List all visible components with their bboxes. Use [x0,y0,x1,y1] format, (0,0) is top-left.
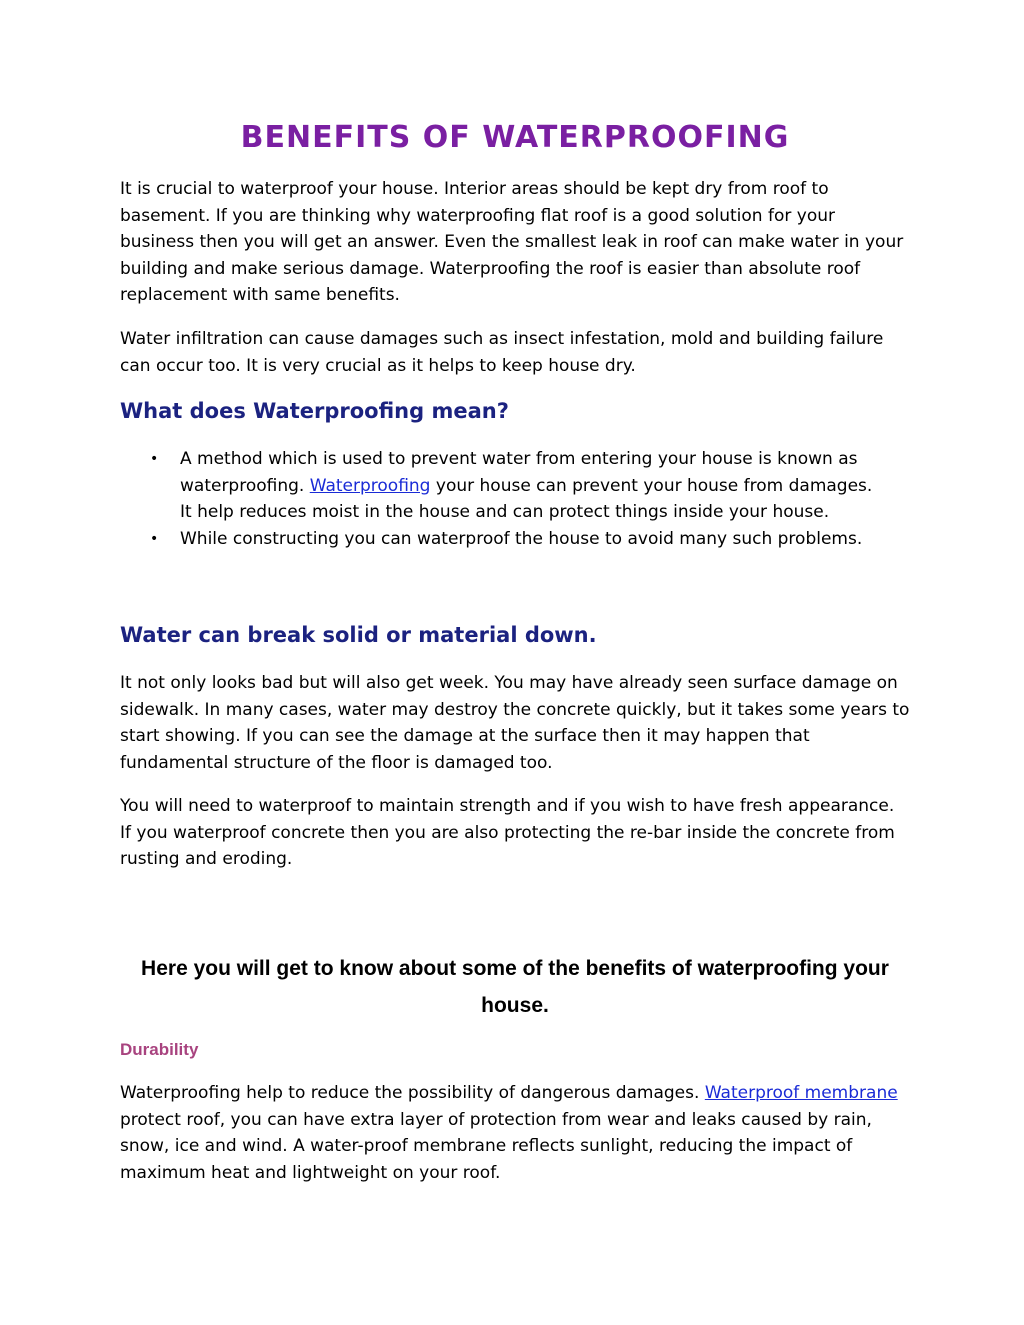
water-damage-paragraph-2: You will need to waterproof to maintain strength and if you wish to have fresh appearance. If you waterproof concrete then you are also protecting the re-bar inside the concrete from rusting and eroding. [120,796,895,869]
waterproof-membrane-link[interactable]: Waterproof membrane [704,1083,898,1103]
bullet-text: While constructing you can waterproof the house to avoid many such problems. [180,528,863,549]
bullet-text: your house can prevent your house from damages. It help reduces moist in the house and can protect things inside your house. [180,475,873,522]
bullet-text: A method which is used to prevent water from entering your house is known as waterproofing. [180,449,858,496]
waterproofing-bullet-list [120,446,910,552]
durability-heading: Durability [120,1040,199,1059]
section-heading-waterproofing-meaning: What does Waterproofing mean? [120,399,509,423]
durability-paragraph [120,1080,910,1186]
durability-text: protect roof, you can have extra layer of protection from wear and leaks caused by rain, snow, ice and wind. A water-proof membrane reflects sunlight, reducing the impact of maximum heat and lightweight on your roof. [120,1109,872,1183]
list-item [120,446,880,526]
list-item [120,526,880,553]
water-damage-paragraph-1: It not only looks bad but will also get week. You may have already seen surface damage on sidewalk. In many cases, water may destroy the concrete quickly, but it takes some years to start showing. If you can see the damage at the surface then it may happen that fundamental structure of the floor is damaged too. [120,673,910,773]
intro-paragraph-1: It is crucial to waterproof your house. Interior areas should be kept dry from roof to basement. If you are thinking why waterproofing flat roof is a good solution for your business then you will get an answer. Even the smallest leak in roof can make water in your building and make serious damage. Waterproofing the roof is easier than absolute roof replacement with same benefits. [120,179,904,305]
page-title: BENEFITS OF WATERPROOFING [240,120,790,155]
benefits-heading: Here you will get to know about some of the benefits of waterproofing your house. [141,957,889,1017]
intro-paragraph-2: Water infiltration can cause damages such as insect infestation, mold and building failure can occur too. It is very crucial as it helps to keep house dry. [120,329,884,376]
waterproofing-link[interactable]: Waterproofing [309,475,431,496]
bullet-icon: • [150,530,159,547]
section-heading-water-damage: Water can break solid or material down. [120,623,597,647]
durability-text: Waterproofing help to reduce the possibility of dangerous damages. [120,1083,705,1103]
bullet-icon: • [150,451,159,467]
